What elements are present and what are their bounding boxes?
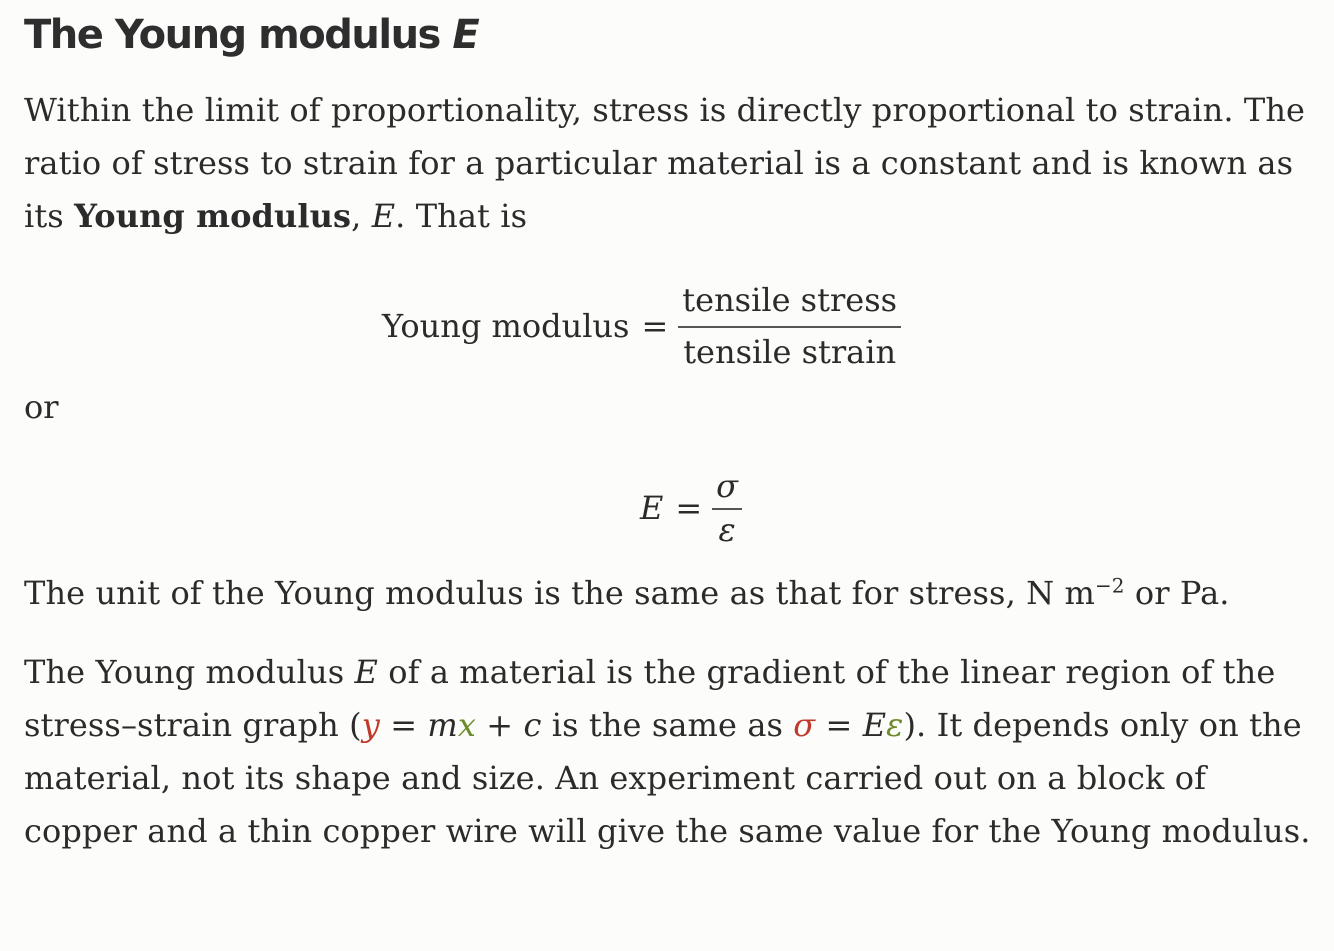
fraction-denominator: ε (718, 511, 736, 549)
y-variable: y (361, 706, 380, 744)
sigma-symbol: σ (793, 706, 816, 744)
fraction-numerator: tensile stress (678, 278, 901, 328)
intro-paragraph: Within the limit of proportionality, stress is directly proportional to strain. The ratio of stress to strain for a particular material is a constant and is known as its Young modulus, E. That is (24, 91, 1306, 235)
fraction (712, 468, 742, 548)
fraction-numerator: σ (712, 468, 742, 510)
word-equation: Young modulus = $\frac{\text{tensile stress}}{\text{tensile strain}}$ (382, 276, 901, 376)
unit-paragraph: The unit of the Young modulus is the same as that for stress, N $m^{-2}$ or Pa. (24, 573, 1230, 612)
gradient-paragraph: The Young modulus E of a material is the gradient of the linear region of the stress–strain graph (y = mx + c is the same as σ = Eε). It depends only on the material, not its shape and size. An experiment carried out on a block of copper and a thin copper wire will give the same value for the Young modulus. (24, 653, 1311, 850)
symbol-equation: E = $\frac{\sigma}{\varepsilon}$ (640, 466, 742, 550)
heading-text: The Young modulus (24, 12, 440, 58)
x-variable: x (457, 706, 476, 744)
epsilon-symbol: ε (886, 706, 904, 744)
equation-lhs: E (640, 489, 664, 527)
equation-lhs: Young modulus (382, 307, 630, 345)
section-heading (24, 12, 478, 58)
fraction (678, 278, 901, 374)
connector-text: or (24, 388, 59, 426)
young-modulus-term: Young modulus (74, 197, 352, 235)
fraction-denominator: tensile strain (683, 333, 897, 371)
heading-symbol: E (452, 12, 479, 58)
